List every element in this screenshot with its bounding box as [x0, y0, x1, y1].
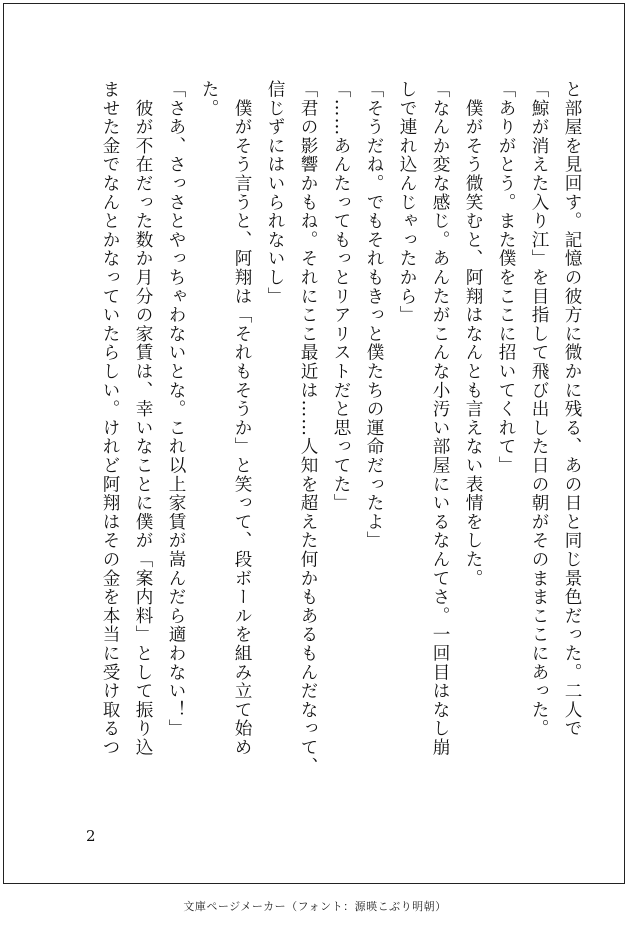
- page-number: 2: [86, 827, 96, 845]
- text-line-2: 「鯨が消えた入り江」を目指して飛び出した日の朝がそのままここにあった。: [529, 80, 549, 738]
- text-line-12: た。: [199, 80, 219, 118]
- text-line-10: 信じずにはいられないし」: [265, 80, 285, 306]
- text-line-3: 「ありがとう。また僕をここに招いてくれて」: [496, 80, 516, 475]
- footer-credit: 文庫ページメーカー（フォント：源暎こぶり明朝）: [183, 900, 447, 913]
- vertical-text-body: [93, 80, 588, 825]
- text-line-9: 「君の影響かもね。それにここ最近は……人知を超えた何かもあるもんだなって、: [298, 80, 318, 776]
- page-frame: [3, 3, 625, 884]
- text-line-5: 「なんか変な感じ。あんたがこんな小汚い部屋にいるなんてさ。一回目はなし崩: [430, 80, 450, 757]
- text-line-8: 「……あんたってもっとリアリストだと思ってた」: [331, 80, 351, 513]
- text-line-4: 僕がそう微笑むと、阿翔はなんとも言えない表情をした。: [463, 80, 483, 588]
- text-line-7: 「そうだね。でもそれもきっと僕たちの運命だったよ」: [364, 80, 384, 550]
- text-line-6: しで連れ込んじゃったから」: [397, 80, 417, 325]
- text-line-11: 僕がそう言うと、阿翔は「それもそうか」と笑って、段ボールを組み立て始め: [232, 80, 252, 757]
- text-line-14: 彼が不在だった数か月分の家賃は、幸いなことに僕が「案内料」として振り込: [133, 80, 153, 757]
- text-line-13: 「さあ、さっさとやっちゃわないとな。これ以上家賃が嵩んだら適わない！」: [166, 80, 186, 738]
- text-line-1: と部屋を見回す。記憶の彼方に微かに残る、あの日と同じ景色だった。二人で: [562, 80, 582, 738]
- text-line-15: ませた金でなんとかなっていたらしい。けれど阿翔はその金を本当に受け取るつ: [100, 80, 120, 757]
